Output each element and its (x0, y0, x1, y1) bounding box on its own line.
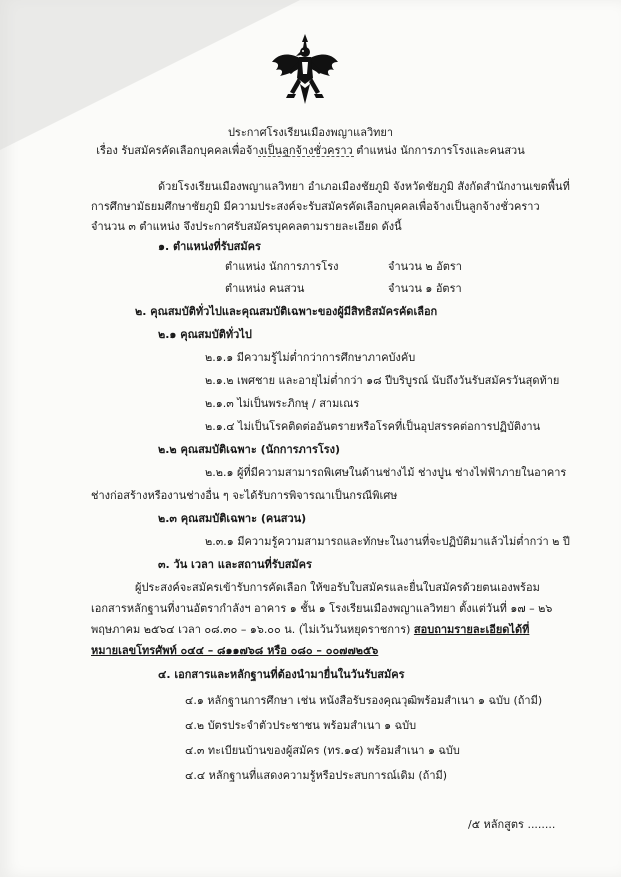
section-4-heading: ๔. เอกสารและหลักฐานที่ต้องนำมายื่นในวันรับสมัคร (158, 668, 405, 681)
document-item: ๔.๔ หลักฐานที่แสดงความรู้หรือประสบการณ์เดิม (ถ้ามี) (185, 769, 448, 782)
application-line-3 (91, 623, 529, 637)
intro-line-2: การศึกษามัธยมศึกษาชัยภูมิ มีความประสงค์จะรับสมัครคัดเลือกบุคคลเพื่อจ้างเป็นลูกจ้างชั่วคราว (91, 200, 540, 213)
qualification-item: ๒.๑.๔ ไม่เป็นโรคติดต่ออันตรายหรือโรคที่เป็นอุปสรรคต่อการปฏิบัติงาน (205, 420, 541, 433)
intro-line-1: ด้วยโรงเรียนเมืองพญาแลวิทยา อำเภอเมืองชัยภูมิ จังหวัดชัยภูมิ สังกัดสำนักงานเขตพื้นที่ (158, 180, 570, 193)
qualification-item: ๒.๑.๓ ไม่เป็นพระภิกษุ / สามเณร (205, 397, 360, 410)
position-count: จำนวน ๒ อัตรา (388, 260, 462, 273)
section-2-heading: ๒. คุณสมบัติทั่วไปและคุณสมบัติเฉพาะของผู้มีสิทธิสมัครคัดเลือก (135, 305, 438, 318)
application-line-1: ผู้ประสงค์จะสมัครเข้ารับการคัดเลือก ให้ขอรับใบสมัครและยื่นใบสมัครด้วยตนเองพร้อม (135, 581, 540, 594)
position-count: จำนวน ๑ อัตรา (388, 282, 462, 295)
contact-phone: หมายเลขโทรศัพท์ ๐๔๔ – ๘๑๑๗๖๘ หรือ ๐๘๐ – ๐๐๗๗๒๕๖ (91, 644, 379, 657)
position-name: ตำแหน่ง นักการภารโรง (225, 260, 339, 273)
document-item: ๔.๒ บัตรประจำตัวประชาชน พร้อมสำเนา ๑ ฉบับ (185, 719, 417, 732)
contact-info-label: สอบถามรายละเอียดได้ที่ (413, 623, 530, 636)
section-2-2-heading: ๒.๒ คุณสมบัติเฉพาะ (นักการภารโรง) (158, 443, 341, 456)
section-3-heading: ๓. วัน เวลา และสถานที่รับสมัคร (158, 558, 312, 571)
divider-line (258, 156, 354, 157)
intro-line-3: จำนวน ๓ ตำแหน่ง จึงประกาศรับสมัครบุคคลตามรายละเอียด ดังนี้ (91, 220, 402, 233)
qualification-item: ๒.๓.๑ มีความรู้ความสามารถและทักษะในงานที่จะปฏิบัติมาแล้วไม่ต่ำกว่า ๒ ปี (205, 535, 570, 548)
section-2-1-heading: ๒.๑ คุณสมบัติทั่วไป (158, 328, 252, 341)
document-item: ๔.๑ หลักฐานการศึกษา เช่น หนังสือรับรองคุณวุฒิพร้อมสำเนา ๑ ฉบับ (ถ้ามี) (185, 694, 543, 707)
qualification-item: ๒.๑.๑ มีความรู้ไม่ต่ำกว่าการศึกษาภาคบังคับ (205, 351, 416, 364)
qualification-item: ๒.๑.๒ เพศชาย และอายุไม่ต่ำกว่า ๑๘ ปีบริบูรณ์ นับถึงวันรับสมัครวันสุดท้าย (205, 374, 560, 387)
qualification-item: ๒.๒.๑ ผู้ที่มีความสามารถพิเศษในด้านช่างไม้ ช่างปูน ช่างไฟฟ้าภายในอาคาร (205, 466, 567, 479)
application-line-2: เอกสารหลักฐานที่งานอัตรากำลังฯ อาคาร ๑ ชั้น ๑ โรงเรียนเมืองพญาแลวิทยา ตั้งแต่วันที่ ๑๗ – ๒๖ (91, 602, 553, 615)
section-2-3-heading: ๒.๓ คุณสมบัติเฉพาะ (คนสวน) (158, 512, 307, 525)
announcement-subject: เรื่อง รับสมัครคัดเลือกบุคคลเพื่อจ้างเป็นลูกจ้างชั่วคราว ตำแหน่ง นักการภารโรงและคนสวน (96, 144, 525, 157)
garuda-emblem-icon (270, 32, 340, 108)
application-dates: พฤษภาคม ๒๕๖๔ เวลา ๐๘.๓๐ – ๑๖.๐๐ น. (ไม่เว้นวันหยุดราชการ) (91, 623, 414, 636)
page-continuation: /๕ หลักสูตร ........ (468, 818, 556, 831)
document-item: ๔.๓ ทะเบียนบ้านของผู้สมัคร (ทร.๑๔) พร้อมสำเนา ๑ ฉบับ (185, 744, 460, 757)
position-name: ตำแหน่ง คนสวน (225, 282, 305, 295)
section-1-heading: ๑. ตำแหน่งที่รับสมัคร (158, 240, 261, 253)
announcement-title: ประกาศโรงเรียนเมืองพญาแลวิทยา (227, 126, 394, 139)
qualification-item-continued: ช่างก่อสร้างหรืองานช่างอื่น ๆ จะได้รับการพิจารณาเป็นกรณีพิเศษ (91, 489, 398, 502)
